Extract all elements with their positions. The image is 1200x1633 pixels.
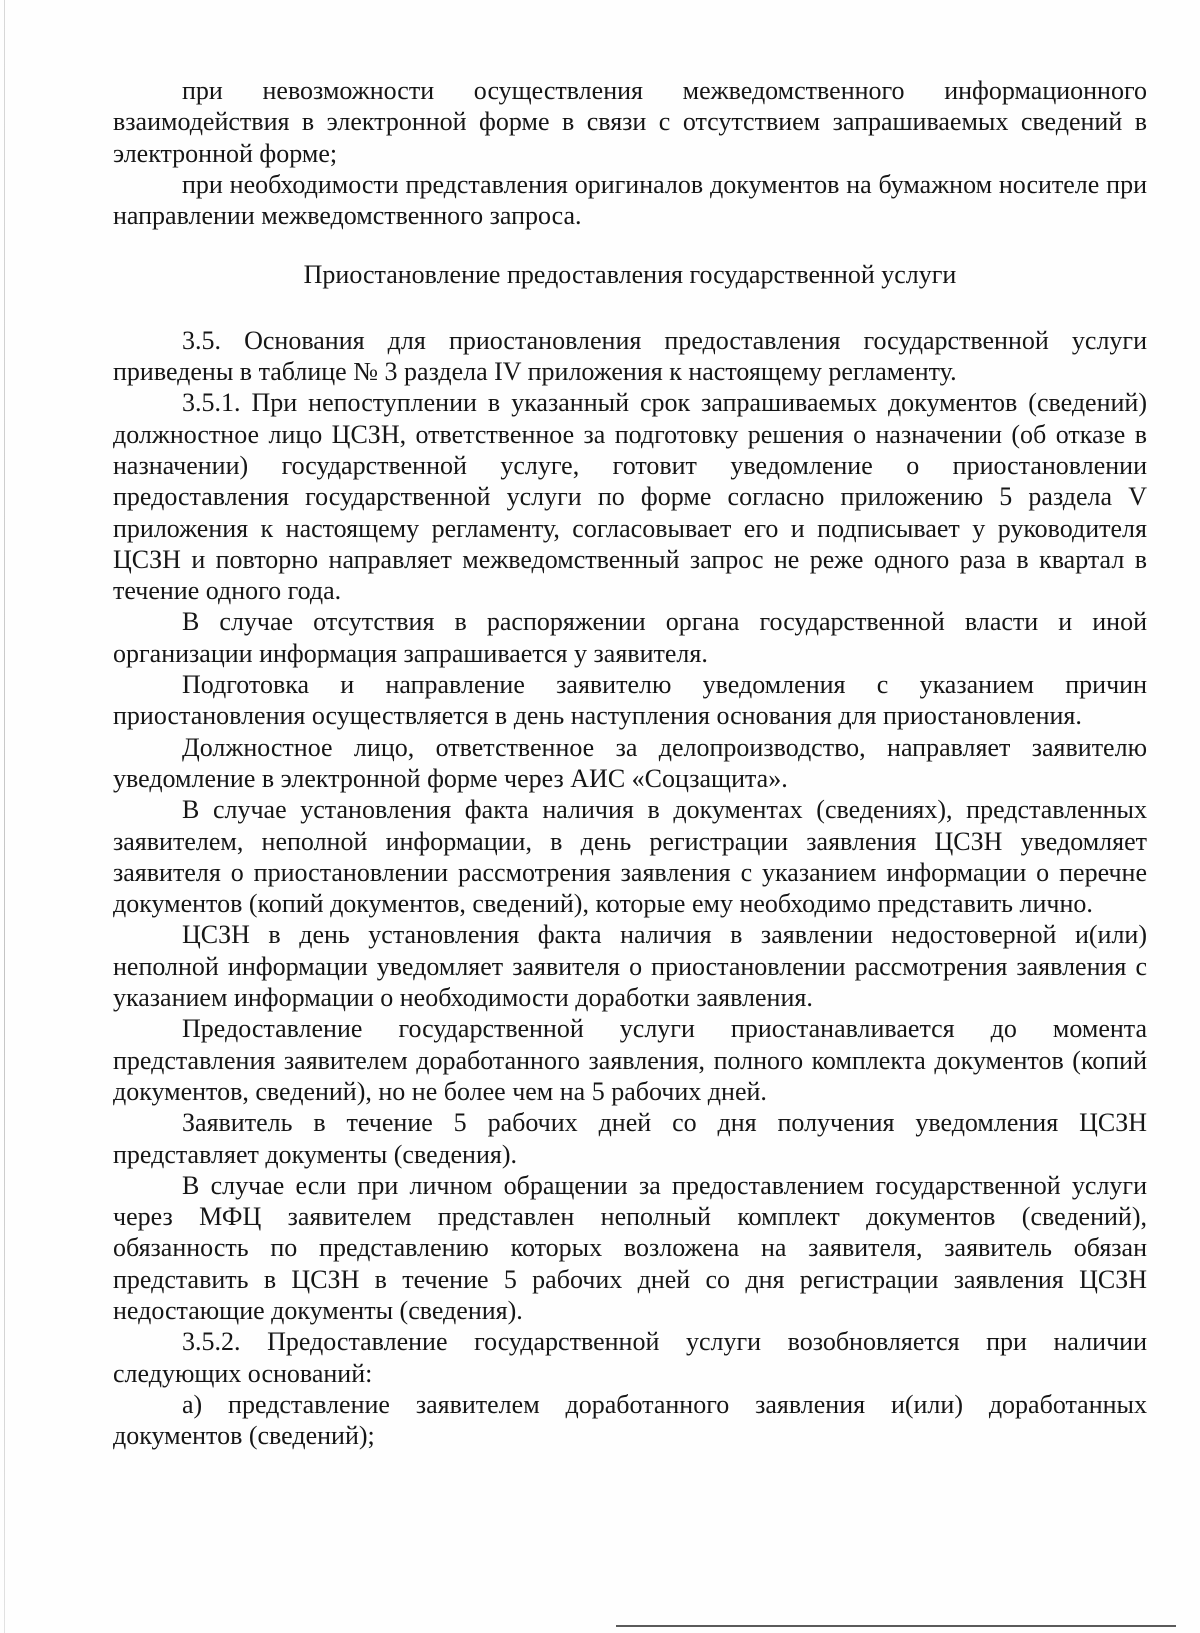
paragraph-item: 3.5.2. Предоставление государственной услуги возобновляется при наличии следующих оснований:	[113, 1327, 1147, 1388]
paragraph-item: Подготовка и направление заявителю уведомления с указанием причин приостановления осуществляется в день наступления основания для приостановления.	[113, 670, 1147, 731]
paragraph-item: В случае если при личном обращении за предоставлением государственной услуги через МФЦ заявителем представлен неполный комплект документов (сведений), обязанность по представлению которых возложена на заявителя, заявитель обязан представить в ЦСЗН в течение 5 рабочих дней со дня регистрации заявления ЦСЗН недостающие документы (сведения).	[113, 1170, 1147, 1325]
scan-left-edge-line	[4, 0, 5, 1633]
paragraph-item: при невозможности осуществления межведомственного информационного взаимодействия в электронной форме в связи с отсутствием запрашиваемых сведений в электронной форме;	[113, 76, 1147, 168]
paragraph-item: ЦСЗН в день установления факта наличия в заявлении недостоверной и(или) неполной информации уведомляет заявителя о приостановлении рассмотрения заявления с указанием информации о необходимости доработки заявления.	[113, 920, 1147, 1013]
paragraph-item: 3.5.1. При непоступлении в указанный срок запрашиваемых документов (сведений) должностное лицо ЦСЗН, ответственное за подготовку решения о назначении (об отказе в назначении) государственной услуге, готовит уведомление о приостановлении предоставления государственной услуги по форме согласно приложению 5 раздела V приложения к настоящему регламенту, согласовывает его и подписывает у руководителя ЦСЗН и повторно направляет межведомственный запрос не реже одного раза в квартал в течение одного года.	[113, 388, 1147, 606]
paragraph-item: Заявитель в течение 5 рабочих дней со дня получения уведомления ЦСЗН представляет документы (сведения).	[113, 1108, 1147, 1169]
paragraph-item: при необходимости представления оригиналов документов на бумажном носителе при направлении межведомственного запроса.	[113, 169, 1147, 231]
paragraph-item: В случае установления факта наличия в документах (сведениях), представленных заявителем, неполной информации, в день регистрации заявления ЦСЗН уведомляет заявителя о приостановлении рассмотрения заявления с указанием информации о перечне документов (копий документов, сведений), которые ему необходимо представить лично.	[113, 795, 1147, 919]
scan-bottom-edge-line	[616, 1625, 1176, 1627]
paragraph-item: В случае отсутствия в распоряжении органа государственной власти и иной организации информация запрашивается у заявителя.	[113, 607, 1147, 668]
paragraph-item: 3.5. Основания для приостановления предоставления государственной услуги приведены в таблице № 3 раздела IV приложения к настоящему регламенту.	[113, 325, 1147, 387]
paragraph-item: Должностное лицо, ответственное за делопроизводство, направляет заявителю уведомление в электронной форме через АИС «Соцзащита».	[113, 732, 1147, 793]
document-body	[113, 75, 1147, 1451]
paragraph-item: а) представление заявителем доработанного заявления и(или) доработанных документов (сведений);	[113, 1389, 1147, 1451]
paragraph-item: Предоставление государственной услуги приостанавливается до момента представления заявителем доработанного заявления, полного комплекта документов (копий документов, сведений), но не более чем на 5 рабочих дней.	[113, 1014, 1147, 1106]
section-heading: Приостановление предоставления государственной услуги	[303, 260, 957, 290]
